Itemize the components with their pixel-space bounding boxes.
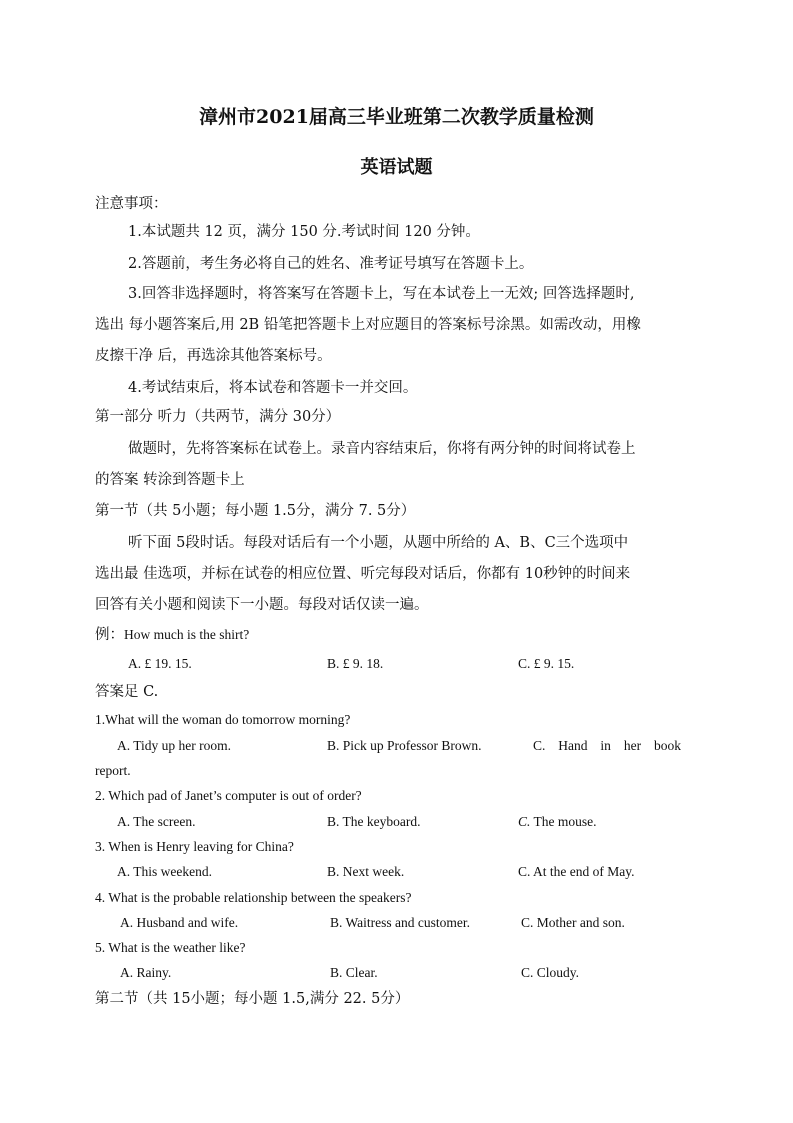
notice-item: 1.本试题共 12 页，满分 150 分.考试时间 120 分钟。 [128,224,480,240]
notice-item: 2.答题前，考生务必将自己的姓名、准考证号填写在答题卡上。 [128,256,534,272]
option-b: B. Waitress and customer. [330,915,471,930]
option-a: A. Husband and wife. [120,915,239,930]
part-intro: 做题时，先将答案标在试卷上。录音内容结束后，你将有两分钟的时间将试卷上 [128,441,636,457]
notice-heading: 注意事项： [95,196,168,212]
option-a: A. Tidy up her room. [117,738,232,753]
example-answer: 答案足 C. [95,684,159,700]
option-c-letter: C. [518,814,531,829]
option-b: B. Next week. [327,864,405,879]
option-b: B. £ 9. 18. [327,656,384,671]
option-a: A. Rainy. [120,965,172,980]
notice-item: 皮擦干净 后，再选涂其他答案标号。 [95,348,332,364]
option-b: B. The keyboard. [327,814,421,829]
option-a: A. £ 19. 15. [128,656,192,671]
option-c-word: her [623,738,642,753]
section-heading: 第一节（共 5小题；每小题 1.5分，满分 7. 5分） [95,503,416,519]
page-subtitle: 英语试题 [360,157,433,178]
notice-item: 选出 每小题答案后,用 2B 铅笔把答题卡上对应题目的答案标号涂黑。如需改动，用橡 [95,317,641,333]
option-a: A. This weekend. [117,864,212,879]
notice-item: 3.回答非选择题时，将答案写在答题卡上，写在本试卷上一无效; 回答选择题时, [128,286,635,302]
section-instructions: 听下面 5段时话。每段对话后有一个小题，从题中所给的 A、B、C三个选项中 [128,535,629,551]
option-c-continuation: report. [95,763,131,778]
option-c [533,736,681,756]
section-instructions: 回答有关小题和阅读下一小题。每段对话仅读一遍。 [95,597,429,613]
question-text: 3. When is Henry leaving for China? [95,839,294,854]
example-label: 例： [95,627,124,643]
option-b: B. Pick up Professor Brown. [327,738,482,753]
question-text: 1.What will the woman do tomorrow morning? [95,712,351,727]
option-c: C. £ 9. 15. [518,656,575,671]
part-heading: 第一部分 听力（共两节，满分 30分） [95,409,341,425]
option-c-word: Hand [558,738,588,753]
option-b: B. Clear. [330,965,378,980]
notice-item: 4.考试结束后，将本试卷和答题卡一并交回。 [128,380,418,396]
part-intro: 的答案 转涂到答题卡上 [95,472,245,488]
example-question [95,625,249,645]
option-c-word: in [600,738,611,753]
option-c-text: The mouse. [530,814,597,829]
question-text: 4. What is the probable relationship between the speakers? [95,890,412,905]
section-instructions: 选出最 佳选项，并标在试卷的相应位置、听完每段对话后，你都有 10秒钟的时间来 [95,566,631,582]
option-c: C. Mother and son. [521,915,625,930]
page-title: 漳州市2021届高三毕业班第二次教学质量检测 [199,106,594,128]
option-a: A. The screen. [117,814,196,829]
option-c-word: book [653,738,681,753]
question-text: 2. Which pad of Janet’s computer is out of order? [95,788,362,803]
question-text: 5. What is the weather like? [95,940,246,955]
option-c: C. Cloudy. [521,965,580,980]
option-c [518,812,597,832]
option-c: C. At the end of May. [518,864,635,879]
option-c-word: C. [533,738,546,753]
section-heading: 第二节（共 15小题；每小题 1.5,满分 22. 5分） [95,991,410,1007]
example-question-text: How much is the shirt? [124,627,250,642]
